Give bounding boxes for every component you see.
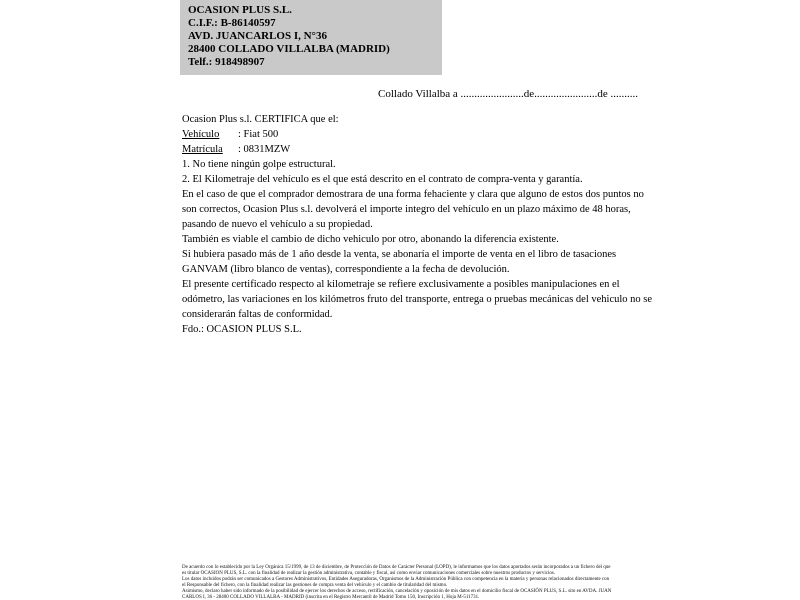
company-city: 28400 COLLADO VILLALBA (MADRID) bbox=[188, 43, 390, 55]
company-header-box bbox=[180, 0, 442, 75]
paragraph-refund: En el caso de que el comprador demostrara de una forma fehaciente y clara que alguno de estos dos puntos no son correctos, Ocasion Plus s.l. devolverá el importe integro del vehículo en un plazo máximo de 48 horas, pasando de nuevo el vehículo a su propiedad. bbox=[182, 189, 644, 230]
signature-line: Fdo.: OCASION PLUS S.L. bbox=[182, 324, 302, 335]
paragraph-ganvam: Si hubiera pasado más de 1 año desde la venta, se abonaría el importe de venta en el libro de tasaciones GANVAM (libro blanco de ventas), correspondiente a la fecha de devolución. bbox=[182, 249, 617, 275]
legal-paragraph-rights: Asimismo, declaro haber sido informado de la posibilidad de ejercer los derechos de acceso, rectificación, cancelación y oposición de mis datos en el domicilio fiscal de OCASIÓN PLUS, S.L. sito en AVDA. JUAN CARLOS I, 36 - 28400 COLLADO VILLALBA - MADRID (inscrita en el Registro Mercantil de Madrid Tomo 150, Inscripción 1, Hoja M-511731. bbox=[182, 589, 612, 600]
paragraph-odometer: El presente certificado respecto al kilometraje se refiere exclusivamente a posibles manipulaciones en el odómetro, las variaciones en los kilómetros fruto del transporte, entrega o pruebas mecánicas del vehiculo no se considerarán faltas de conformidad. bbox=[182, 279, 653, 320]
certify-intro: Ocasion Plus s.l. CERTIFICA que el: bbox=[182, 114, 339, 125]
plate-line bbox=[182, 142, 652, 157]
vehicle-value: : Fiat 500 bbox=[238, 129, 279, 140]
company-phone: Telf.: 918498907 bbox=[188, 56, 265, 68]
list-item-2: 2. El Kilometraje del vehículo es el que está descrito en el contrato de compra-venta y garantía. bbox=[182, 174, 583, 185]
plate-label: Matrícula bbox=[182, 144, 223, 155]
plate-value: : 0831MZW bbox=[238, 144, 291, 155]
certificate-body bbox=[182, 112, 652, 337]
legal-text bbox=[182, 565, 612, 600]
legal-paragraph-lopd: De acuerdo con lo establecido por la Ley Orgánica 15/1999, de 13 de diciembre, de Protección de Datos de Carácter Personal (LOPD), le informamos que los datos aportados serán incorporados a un fichero del que es titular OCASION PLUS, S.L. con la finalidad de realizar la gestión administrativa, contable y fiscal, así como enviar comunicaciones comerciales sobre nuestros productos y servicios. bbox=[182, 565, 611, 576]
legal-paragraph-data-sharing: Los datos incluidos podrán ser comunicados a Gestores Administrativos, Entidades Aseguradoras, Organismos de la Administración Pública con competencia en la materia y personas relacionados directamente con el Responsable del fichero, con la finalidad realizar las gestiones de compra venta del vehículo y el cambio de titularidad del mismo. bbox=[182, 577, 610, 588]
company-address: AVD. JUANCARLOS I, N°36 bbox=[188, 30, 327, 42]
company-name: OCASION PLUS S.L. bbox=[188, 4, 292, 16]
vehicle-line bbox=[182, 127, 652, 142]
date-line: Collado Villalba a .......................de.......................de .......... bbox=[378, 88, 639, 100]
company-cif: C.I.F.: B-86140597 bbox=[188, 17, 276, 29]
list-item-1: 1. No tiene ningún golpe estructural. bbox=[182, 159, 336, 170]
paragraph-exchange: También es viable el cambio de dicho vehiculo por otro, abonando la diferencia existente. bbox=[182, 234, 559, 245]
vehicle-label: Vehículo bbox=[182, 129, 220, 140]
